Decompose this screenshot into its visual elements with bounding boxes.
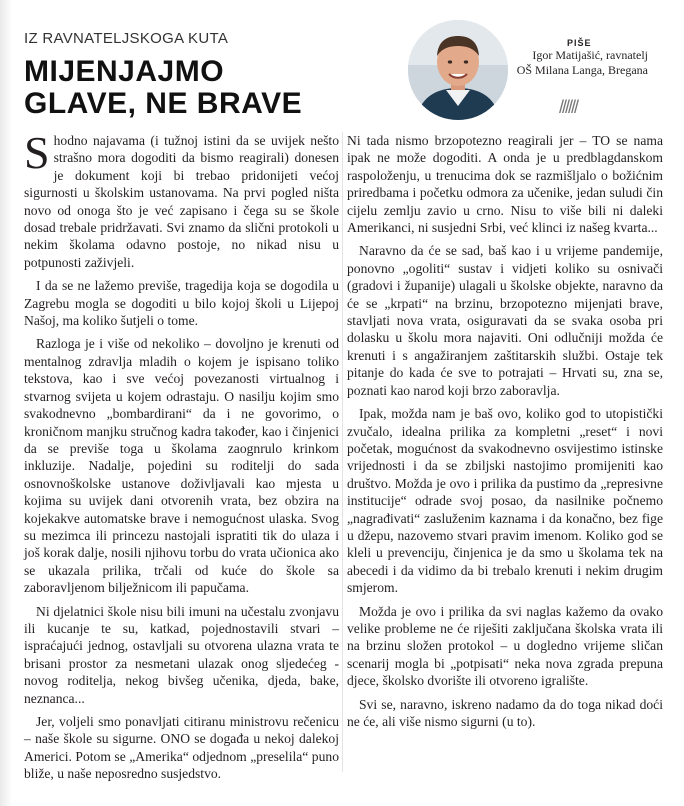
column-divider: [342, 132, 343, 772]
headline-line-2: GLAVE, NE BRAVE: [24, 87, 303, 120]
paragraph: Ipak, možda nam je baš ovo, koliko god to utopistički zvučalo, idealna prilika za kompletni „reset“ i novi početak, mogućnost da svakodnevno osvijestimo istinske vrijednosti i da se zbiljski nastojimo promijeniti kao društvo. Možda je ovo i prilika da pustimo da „represivne institucije“ odrade svoj posao, da nasilnike počnemo „nagrađivati“ zasluženim kaznama i da konačno, bez fige u džepu, nazovemo stvari pravim imenom. Koliko god se kleli u prevenciju, činjenica je da smo u školama tek na abecedi i da vidimo da bi trebalo krenuti i nekim drugim smjerom.: [347, 406, 663, 596]
paragraph-text: hodno najavama (i tužnoj istini da se uvijek nešto strašno mora dogoditi da bismo reagirali) donesen je dokument koji bi trebao pridonijeti većoj sigurnosti u školskim ustanovama. Na prvi pogled ništa novo od onoga što je već zapisano i čega su se škole dosad trebale pridržavati. Svi znamo da slični protokoli u nekim školama odavno postoje, no nikad nisu u potpunosti zaživjeli.: [24, 133, 339, 270]
paragraph: Razloga je i više od nekoliko – dovoljno je krenuti od mentalnog zdravlja mladih o kojem je ispisano toliko tekstova, kao i sve većoj povezanosti virtualnog i stvarnog svijeta u kojem odrastaju. O nasilju kojim smo svakodnevno „bombardirani“ da i ne govorimo, o kroničnom manjku stručnog kadra također, kao i činjenici da se previše toga u školama zaognrulo krinkom inkluzije. Nadalje, pojedini su roditelji do sada osnovnoškolske ustanove doživljavali kao mjesta u kojima su uvijek dani otvorenih vrata, bez obzira na kojekakve automatske brave i nemogućnost ulaska. Svog su mezimca ili princezu nastojali ispratiti tik do ulaza i još korak dalje, nosili njihovu torbu do vrata učionica ako se ukazala prilika, trčali od kuće do škole sa zaboravljenom bilježnicom ili papučama.: [24, 336, 339, 596]
drop-cap: S: [24, 127, 50, 178]
author-tag: PIŠE: [567, 38, 592, 48]
paragraph: [24, 127, 339, 271]
author-name: Igor Matijašić, ravnatelj: [532, 48, 648, 62]
author-box: [510, 38, 680, 78]
headline: [24, 56, 354, 120]
article-column-left: [24, 127, 339, 789]
slash-ornament: //////: [559, 97, 578, 117]
author-portrait-image: [408, 20, 508, 120]
paragraph: Naravno da će se sad, baš kao i u vrijeme pandemije, ponovno „ogoliti“ sustav i vidjeti koliko su osnivači (gradovi i županije) ulagali u školske objekte, naravno da će se „krpati“ na brzinu, brzopotezno mijenjati brave, stavljati nova vrata, osiguravati da se svaka osoba pri dolasku u školu mora najaviti. Oni odlučniji možda će krenuti i s angažiranjem zaštitarskih službi. Ostaje tek pitanje do kada će sve to potrajati – Hrvati su, zna se, poznati kao narod koji brzo zaboravlja.: [347, 243, 663, 398]
paragraph: I da se ne lažemo previše, tragedija koja se dogodila u Zagrebu mogla se dogoditi u bilo kojoj školi u Lijepoj Našoj, ma koliko šutjeli o tome.: [24, 278, 339, 329]
paragraph: Jer, voljeli smo ponavljati citiranu ministrovu rečenicu – naše škole su sigurne. ONO se događa u nekoj dalekoj Americi. Potom se „Amerika“ odjednom „preselila“ puno bliže, u naše neposredno susjedstvo.: [24, 714, 339, 782]
article-column-right: [347, 132, 663, 736]
author-school: OŠ Milana Langa, Bregana: [516, 63, 648, 77]
paragraph: Svi se, naravno, iskreno nadamo da do toga nikad doći ne će, ali više nismo sigurni (u to).: [347, 696, 663, 729]
headline-line-1: MIJENJAJMO: [24, 55, 225, 88]
paragraph: Ni tada nismo brzopotezno reagirali jer – TO se nama ipak ne može dogoditi. A onda je u predblagdanskom raspoloženju, u trenucima dok se razmišljalo o božićnim priredbama i početku odmora za učenike, jedan suludi čin cijelu zemlju zavio u crno. Nisu to više bili ni daleki Amerikanci, ni susjedni Srbi, već klinci iz našeg kvarta...: [347, 133, 663, 236]
paragraph: Ni djelatnici škole nisu bili imuni na učestalu zvonjavu ili kucanje te su, katkad, pojednostavili stvari – ispraćajući jednog, ostavljali su otvorena ulazna vrata te brisani prostor za nesmetani ulazak onog sljedećeg - novog roditelja, nekog bivšeg učenika, djeda, bake, neznanca...: [24, 603, 339, 706]
page-gutter-shadow: [0, 0, 12, 806]
section-label: IZ RAVNATELJSKOGA KUTA: [24, 30, 229, 47]
author-portrait: [408, 20, 508, 120]
paragraph: Možda je ovo i prilika da svi naglas kažemo da ovako velike probleme ne će riješiti zaključana školska vrata ili na brzinu složen protokol – u dogledno vrijeme sličan scenarij mogla bi „potpisati“ neka nova zgrada prepuna djece, školsko dvorište ili otvoreno igralište.: [347, 603, 663, 689]
